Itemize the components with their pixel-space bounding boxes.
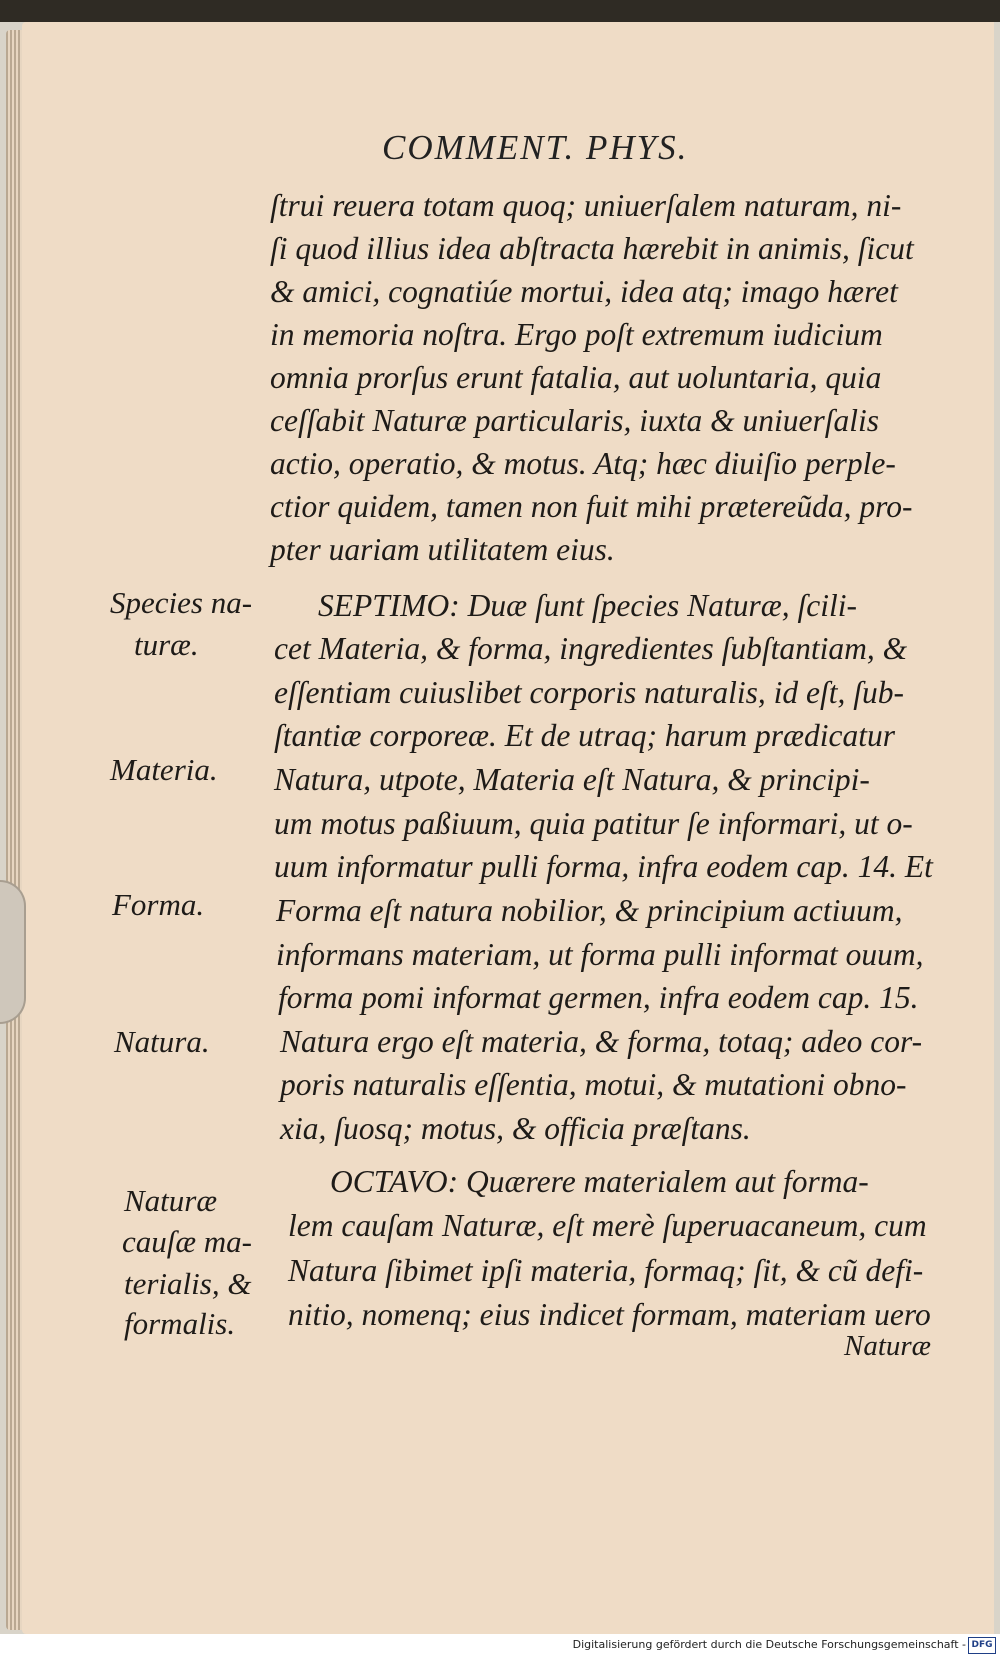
body-line: ctior quidem, tamen non fuit mihi prætereũda, pro- xyxy=(270,489,913,524)
dfg-logo-icon: DFG xyxy=(968,1637,996,1654)
page-edges xyxy=(6,30,22,1630)
body-line: lem cauſam Naturæ, eſt merè ſuperuacaneum, cum xyxy=(288,1208,927,1243)
body-line: ſi quod illius idea abſtracta hærebit in animis, ſicut xyxy=(270,231,914,266)
body-line: informans materiam, ut forma pulli informat ouum, xyxy=(276,937,924,972)
page-clip xyxy=(0,880,26,1024)
footer-credit: Digitalisierung gefördert durch die Deutsche Forschungsgemeinschaft - xyxy=(572,1638,966,1651)
margin-note: Forma. xyxy=(112,887,205,922)
body-line: actio, operatio, & motus. Atq; hæc diuiſio perple- xyxy=(270,446,896,481)
body-line: pter uariam utilitatem eius. xyxy=(270,532,615,567)
body-line: ceſſabit Naturæ particularis, iuxta & uniuerſalis xyxy=(270,403,880,438)
body-line: poris naturalis eſſentia, motui, & mutationi obno- xyxy=(280,1067,907,1102)
body-line: Natura ſibimet ipſi materia, formaq; ſit, & cũ defi- xyxy=(288,1253,924,1288)
body-line: forma pomi informat germen, infra eodem cap. 15. xyxy=(278,980,919,1015)
body-line: nitio, nomenq; eius indicet formam, materiam uero xyxy=(288,1297,931,1332)
body-line: um motus paßiuum, quia patitur ſe informari, ut o- xyxy=(274,806,913,841)
body-line: Natura, utpote, Materia eſt Natura, & principi- xyxy=(274,762,870,797)
body-line: xia, ſuosq; motus, & officia præſtans. xyxy=(280,1111,751,1146)
body-line: ſtantiæ corporeæ. Et de utraq; harum prædicatur xyxy=(274,718,895,753)
body-line: uum informatur pulli forma, infra eodem cap. 14. Et xyxy=(274,849,933,884)
margin-note: Natura. xyxy=(114,1024,210,1059)
margin-note: turæ. xyxy=(134,627,199,662)
body-line: ſtrui reuera totam quoq; uniuerſalem naturam, ni- xyxy=(270,188,902,223)
body-line: eſſentiam cuiuslibet corporis naturalis, id eſt, ſub- xyxy=(274,675,904,710)
margin-note: Species na- xyxy=(110,585,253,620)
body-line: & amici, cognatiúe mortui, idea atq; imago hæret xyxy=(270,274,898,309)
margin-note: cauſæ ma- xyxy=(122,1224,253,1259)
margin-note: Naturæ xyxy=(124,1183,218,1218)
margin-note: terialis, & xyxy=(124,1266,252,1301)
body-line: in memoria noſtra. Ergo poſt extremum iudicium xyxy=(270,317,883,352)
digitization-footer xyxy=(0,1634,1000,1657)
body-line: Natura ergo eſt materia, & forma, totaq; adeo cor- xyxy=(280,1024,923,1059)
running-header: COMMENT. PHYS. xyxy=(382,128,689,167)
margin-note: formalis. xyxy=(124,1306,236,1341)
margin-note: Materia. xyxy=(110,752,218,787)
body-line: omnia prorſus erunt fatalia, aut uoluntaria, quia xyxy=(270,360,882,395)
catchword: Naturæ xyxy=(844,1330,932,1362)
body-line: OCTAVO: Quærere materialem aut forma- xyxy=(330,1164,869,1199)
scan-top-band xyxy=(0,0,1000,22)
body-line: SEPTIMO: Duæ ſunt ſpecies Naturæ, ſcili- xyxy=(318,588,857,623)
body-line: cet Materia, & forma, ingredientes ſubſtantiam, & xyxy=(274,631,908,666)
body-line: Forma eſt natura nobilior, & principium actiuum, xyxy=(276,893,903,928)
